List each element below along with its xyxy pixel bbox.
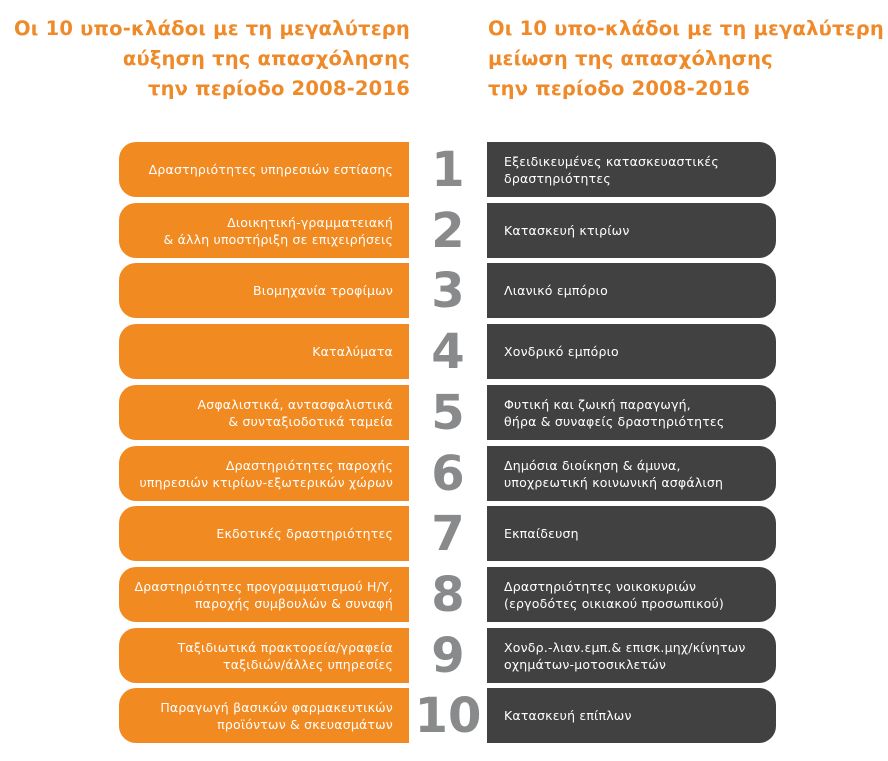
increase-title-line: Οι 10 υπο-κλάδοι με τη μεγαλύτερη [14,17,410,40]
increase-sector-text: Ταξιδιωτικά πρακτορεία/γραφεία [177,639,393,655]
decrease-sector-text: υποχρεωτική κοινωνική ασφάλιση [504,474,724,490]
decrease-sector-label [504,639,746,673]
decrease-sector-label [504,153,719,187]
decrease-sector-pill [487,385,776,440]
increase-sector-label [160,699,393,733]
increase-sector-text: Εκδοτικές δραστηριότητες [216,526,393,541]
increase-sector-text: Καταλύματα [312,344,393,359]
decrease-sector-text: Φυτική και ζωική παραγωγή, [504,396,691,412]
decrease-sector-label [504,396,724,430]
ranking-row [0,324,888,380]
ranking-row [0,203,888,259]
increase-sector-pill [119,142,409,197]
decrease-sector-pill [487,203,776,258]
ranking-row [0,567,888,623]
decrease-sector-text: Κατασκευή κτιρίων [504,223,630,238]
increase-sector-pill [119,567,409,622]
rank-number: 3 [431,263,465,319]
increase-sector-text: υπηρεσιών κτιρίων-εξωτερικών χώρων [139,474,393,490]
rank-number: 4 [431,324,465,380]
decrease-sector-pill [487,628,776,683]
rank-number: 9 [431,628,465,684]
decrease-sector-text: (εργοδότες οικιακού προσωπικού) [504,595,725,611]
increase-sector-pill [119,263,409,318]
increase-sector-text: Δραστηριότητες υπηρεσιών εστίασης [148,162,393,177]
increase-sector-text: προϊόντων & σκευασμάτων [217,716,393,732]
increase-sector-pill [119,385,409,440]
increase-sector-text: Δραστηριότητες προγραμματισμού Η/Υ, [134,578,393,594]
increase-sector-label [216,525,393,542]
rank-number: 1 [431,142,465,198]
decrease-sector-label [504,457,723,491]
decrease-sector-label [504,525,579,542]
decrease-sector-pill [487,446,776,501]
ranking-row [0,628,888,684]
increase-sector-label [149,161,393,178]
decrease-sector-pill [487,506,776,561]
decrease-title [488,14,884,104]
rank-number: 7 [431,506,465,562]
ranking-row [0,446,888,502]
increase-sector-label [163,214,393,248]
increase-sector-text: Ασφαλιστικά, αντασφαλιστικά [197,396,393,412]
decrease-sector-pill [487,324,776,379]
decrease-sector-label [504,282,608,299]
ranking-row [0,385,888,441]
ranking-row [0,506,888,562]
rank-number: 5 [431,385,465,441]
increase-sector-label [178,639,393,673]
decrease-sector-label [504,222,630,239]
decrease-title-line: μείωση της απασχόλησης [488,47,773,70]
increase-sector-pill [119,506,409,561]
decrease-title-line: Οι 10 υπο-κλάδοι με τη μεγαλύτερη [488,17,884,40]
decrease-sector-text: Χονδρ.-λιαν.εμπ.& επισκ.μηχ/κίνητων [504,639,746,655]
decrease-sector-text: Λιανικό εμπόριο [504,283,608,298]
decrease-sector-label [504,343,619,360]
rank-number: 2 [431,203,465,259]
increase-sector-text: Παραγωγή βασικών φαρμακευτικών [160,699,393,715]
increase-sector-text: Βιομηχανία τροφίμων [253,283,393,298]
decrease-sector-text: οχημάτων-μοτοσικλετών [504,656,667,672]
increase-sector-label [135,578,393,612]
decrease-sector-pill [487,567,776,622]
increase-sector-label [140,457,394,491]
increase-sector-label [197,396,393,430]
increase-sector-pill [119,324,409,379]
decrease-title-line: την περίοδο 2008-2016 [488,77,751,100]
increase-sector-label [253,282,393,299]
decrease-sector-label [504,578,724,612]
increase-sector-text: παροχής συμβουλών & συναφή [194,595,393,611]
rank-number: 10 [414,688,482,744]
increase-title-line: την περίοδο 2008-2016 [147,77,410,100]
decrease-sector-pill [487,263,776,318]
rank-number: 8 [431,567,465,623]
decrease-sector-pill [487,688,776,743]
increase-sector-label [312,343,393,360]
increase-sector-pill [119,628,409,683]
decrease-sector-pill [487,142,776,197]
increase-sector-pill [119,688,409,743]
decrease-sector-text: Δημόσια διοίκηση & άμυνα, [504,457,681,473]
increase-title [14,14,410,104]
increase-sector-text: ταξιδιών/άλλες υπηρεσίες [222,656,393,672]
decrease-sector-text: Εξειδικευμένες κατασκευαστικές [504,153,719,169]
ranking-row [0,688,888,744]
decrease-sector-text: δραστηριότητες [504,170,611,186]
decrease-sector-text: θήρα & συναφείς δραστηριότητες [504,413,725,429]
decrease-sector-label [504,707,632,724]
increase-sector-text: & συνταξιοδοτικά ταμεία [228,413,393,429]
ranking-row [0,142,888,198]
rank-number: 6 [431,446,465,502]
increase-title-line: αύξηση της απασχόλησης [122,47,410,70]
increase-sector-text: & άλλη υποστήριξη σε επιχειρήσεις [163,231,393,247]
increase-sector-text: Διοικητική-γραμματειακή [227,214,393,230]
decrease-sector-text: Χονδρικό εμπόριο [504,344,619,359]
ranking-row [0,263,888,319]
decrease-sector-text: Εκπαίδευση [504,526,579,541]
increase-sector-text: Δραστηριότητες παροχής [225,457,393,473]
decrease-sector-text: Κατασκευή επίπλων [504,708,632,723]
decrease-sector-text: Δραστηριότητες νοικοκυριών [504,578,697,594]
increase-sector-pill [119,446,409,501]
increase-sector-pill [119,203,409,258]
